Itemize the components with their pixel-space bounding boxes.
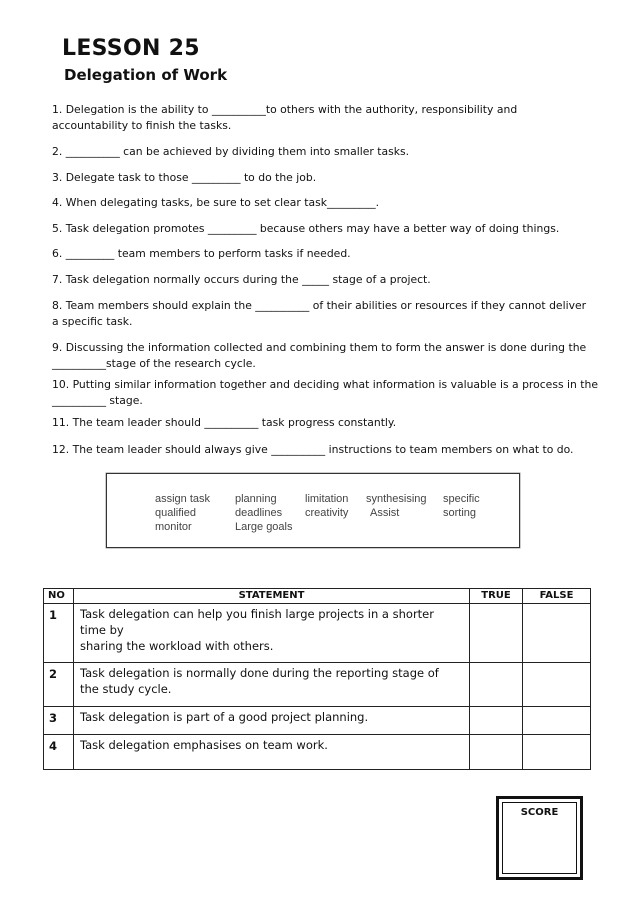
- question-1: [52, 102, 612, 134]
- row-number: 1: [44, 604, 74, 663]
- question-7-line-1: 7. Task delegation normally occurs during the _____ stage of a project.: [52, 273, 431, 286]
- true-answer-cell[interactable]: [470, 707, 523, 735]
- statement-line: Task delegation emphasises on team work.: [80, 738, 328, 752]
- score-box[interactable]: [496, 796, 583, 880]
- question-5: [52, 221, 612, 237]
- question-8-line-1: 8. Team members should explain the __________ of their abilities or resources if they cannot deliver: [52, 299, 587, 312]
- statement-line: sharing the workload with others.: [80, 639, 274, 653]
- question-5-line-1: 5. Task delegation promotes _________ because others may have a better way of doing things.: [52, 222, 560, 235]
- word-bank: [106, 473, 520, 548]
- false-answer-cell[interactable]: [523, 707, 591, 735]
- word-bank-item: deadlines: [235, 507, 283, 519]
- table-row: [44, 707, 591, 735]
- question-3-line-1: 3. Delegate task to those _________ to do the job.: [52, 171, 317, 184]
- statement-line: Task delegation can help you finish large projects in a shorter: [80, 607, 434, 621]
- statement-line: Task delegation is normally done during the reporting stage of: [80, 666, 439, 680]
- question-2-line-1: 2. __________ can be achieved by dividing them into smaller tasks.: [52, 145, 409, 158]
- word-bank-item: planning: [235, 493, 277, 505]
- word-bank-item: monitor: [155, 521, 192, 533]
- question-9: [52, 340, 612, 372]
- question-7: [52, 272, 612, 288]
- question-6-line-1: 6. _________ team members to perform tasks if needed.: [52, 247, 351, 260]
- question-1-line-2: accountability to finish the tasks.: [52, 119, 232, 132]
- statement-line: the study cycle.: [80, 682, 172, 696]
- word-bank-item: assign task: [155, 493, 211, 505]
- question-8-line-2: a specific task.: [52, 315, 133, 328]
- header-false: FALSE: [523, 589, 591, 604]
- question-9-line-1: 9. Discussing the information collected and combining them to form the answer is done during the: [52, 341, 587, 354]
- question-6: [52, 246, 612, 262]
- row-number: 3: [44, 707, 74, 735]
- word-bank-item: qualified: [155, 507, 196, 519]
- word-bank-item: Assist: [370, 507, 400, 519]
- lesson-subtitle: Delegation of Work: [64, 66, 228, 84]
- header-statement: STATEMENT: [74, 589, 470, 604]
- table-row: [44, 735, 591, 770]
- word-bank-item: specific: [443, 493, 480, 505]
- question-11-line-1: 11. The team leader should __________ task progress constantly.: [52, 416, 397, 429]
- row-statement: [74, 604, 470, 663]
- true-answer-cell[interactable]: [470, 735, 523, 770]
- question-10-line-2: __________ stage.: [52, 394, 143, 407]
- word-bank-column-1: [155, 492, 210, 534]
- question-8: [52, 298, 612, 330]
- question-10: [52, 377, 612, 409]
- table-row: [44, 604, 591, 663]
- true-answer-cell[interactable]: [470, 663, 523, 707]
- question-10-line-1: 10. Putting similar information together and deciding what information is valuable is a process in the: [52, 378, 598, 391]
- question-4: [52, 195, 612, 211]
- question-4-line-1: 4. When delegating tasks, be sure to set clear task_________.: [52, 196, 380, 209]
- question-1-line-1: 1. Delegation is the ability to __________to others with the authority, responsibility and: [52, 103, 518, 116]
- score-label: SCORE: [520, 807, 559, 818]
- false-answer-cell[interactable]: [523, 735, 591, 770]
- word-bank-column-3: [305, 492, 348, 520]
- true-answer-cell[interactable]: [470, 604, 523, 663]
- question-12-line-1: 12. The team leader should always give __________ instructions to team members on what to do.: [52, 443, 574, 456]
- table-row: [44, 663, 591, 707]
- row-statement: [74, 663, 470, 707]
- header-true: TRUE: [470, 589, 523, 604]
- statement-line: time by: [80, 623, 124, 637]
- word-bank-column-4: [366, 492, 427, 520]
- word-bank-column-2: [235, 492, 293, 534]
- question-12: [52, 442, 612, 458]
- row-statement: [74, 707, 470, 735]
- question-3: [52, 170, 612, 186]
- table-header-row: [44, 589, 591, 604]
- header-no: NO: [44, 589, 74, 604]
- false-answer-cell[interactable]: [523, 663, 591, 707]
- false-answer-cell[interactable]: [523, 604, 591, 663]
- question-9-line-2: __________stage of the research cycle.: [52, 357, 256, 370]
- statement-line: Task delegation is part of a good project planning.: [80, 710, 369, 724]
- word-bank-item: limitation: [305, 493, 349, 505]
- word-bank-item: sorting: [443, 507, 477, 519]
- row-number: 2: [44, 663, 74, 707]
- true-false-table: [43, 588, 591, 770]
- question-2: [52, 144, 612, 160]
- word-bank-item: creativity: [305, 507, 349, 519]
- row-number: 4: [44, 735, 74, 770]
- row-statement: [74, 735, 470, 770]
- word-bank-item: Large goals: [235, 521, 293, 533]
- word-bank-item: synthesising: [366, 493, 427, 505]
- lesson-title: LESSON 25: [62, 36, 200, 61]
- question-11: [52, 415, 612, 431]
- word-bank-column-5: [443, 492, 480, 520]
